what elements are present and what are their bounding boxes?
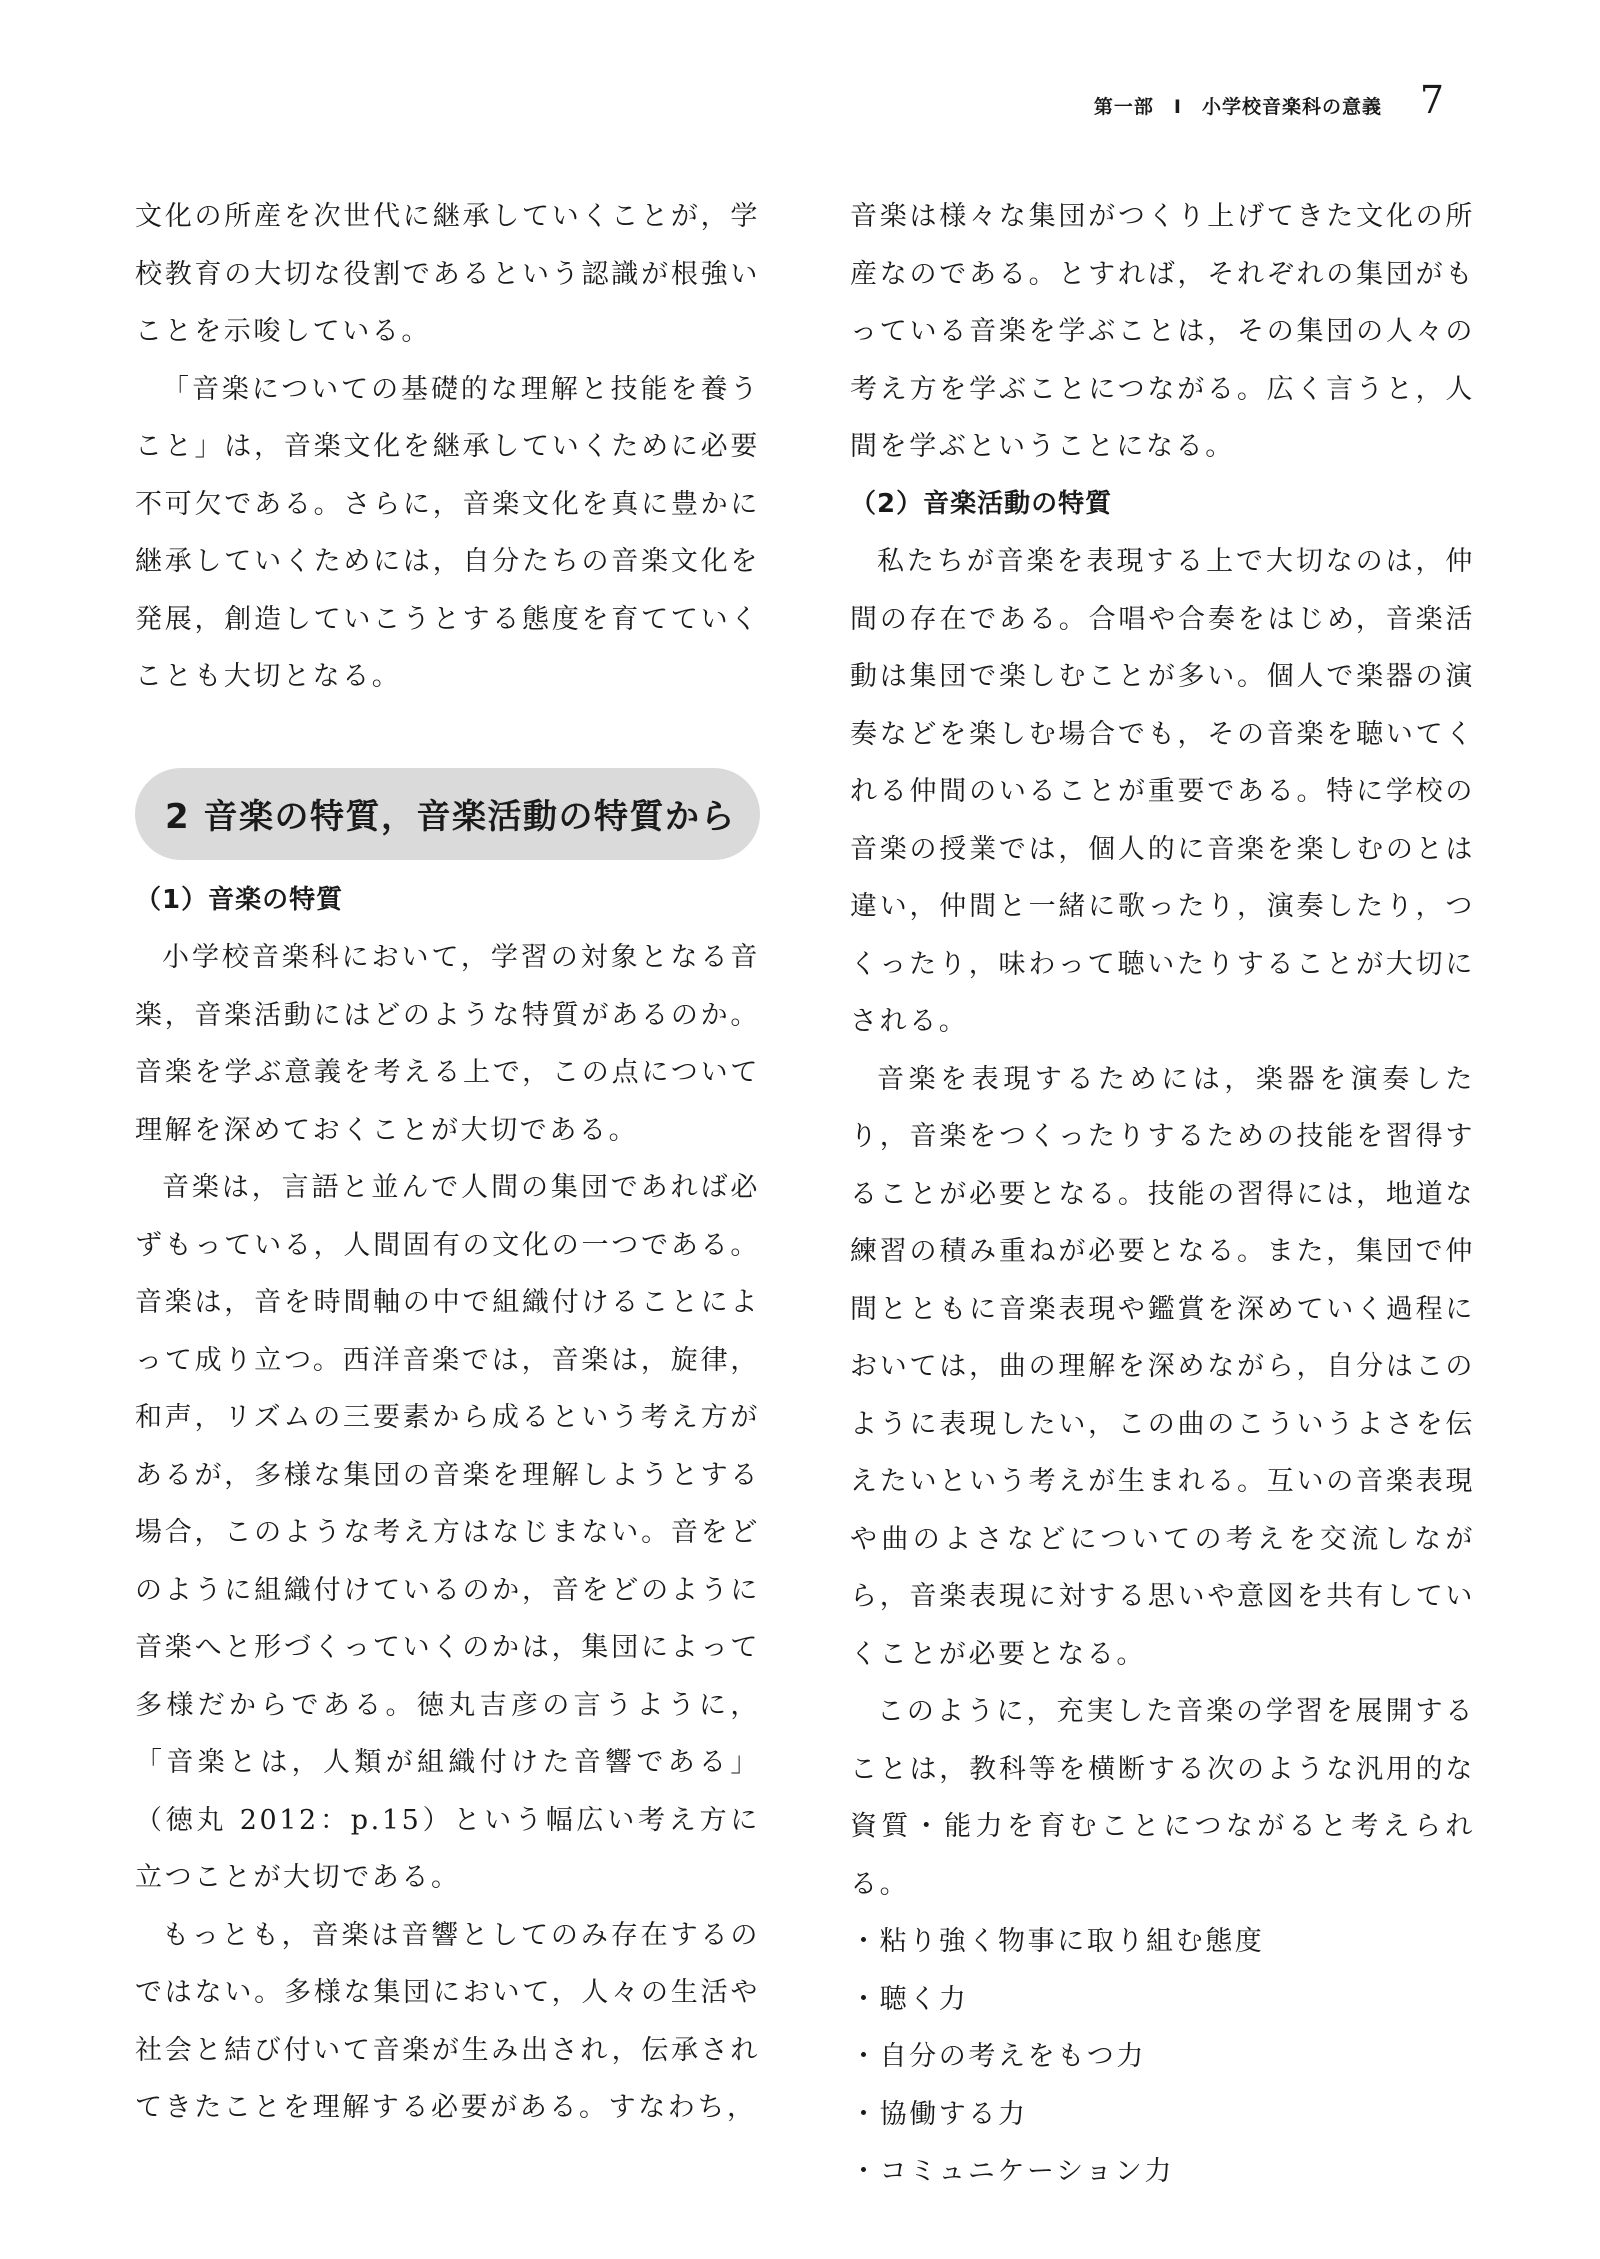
right-paragraph-4: このように，充実した音楽の学習を展開することは，教科等を横断する次のような汎用的な資質・能力を育むことにつながると考えられる。 [850,1696,1475,1900]
list-item: ・協働する力 [850,2098,1028,2130]
right-paragraph-2: 私たちが音楽を表現する上で大切なのは，仲間の存在である。合唱や合奏をはじめ，音楽活動は集団で楽しむことが多い。個人で楽器の演奏などを楽しむ場合でも，その音楽を聴いてくれる仲間のいることが重要である。特に学校の音楽の授業では，個人的に音楽を楽しむのとは違い，仲間と一緒に歌ったり，演奏したり，つくったり，味わって聴いたりすることが大切にされる。 [850,546,1475,1037]
left-paragraph-3: 小学校音楽科において，学習の対象となる音楽，音楽活動にはどのような特質があるのか。音楽を学ぶ意義を考える上で，この点について理解を深めておくことが大切である。 [135,942,760,1146]
subheading-music-activity: （2）音楽活動の特質 [850,488,1113,519]
right-paragraph-1: 音楽は様々な集団がつくり上げてきた文化の所産なのである。とすれば，それぞれの集団がもっている音楽を学ぶことは，その集団の人々の考え方を学ぶことにつながる。広く言うと，人間を学ぶということになる。 [850,201,1475,462]
section-heading-bar [135,768,760,860]
left-paragraph-4: 音楽は，言語と並んで人間の集団であれば必ずもっている，人間固有の文化の一つである。音楽は，音を時間軸の中で組織付けることによって成り立つ。西洋音楽では，音楽は，旋律，和声，リズムの三要素から成るという考え方があるが，多様な集団の音楽を理解しようとする場合，このような考え方はなじまない。音をどのように組織付けているのか，音をどのように音楽へと形づくっていくのかは，集団によって多様だからである。徳丸吉彦の言うように，「音楽とは，人類が組織付けた音響である」（徳丸 2012：p.15）という幅広い考え方に立つことが大切である。 [135,1172,760,1893]
list-item: ・コミュニケーション力 [850,2156,1174,2187]
running-head-section: 第一部 Ⅰ 小学校音楽科の意義 [1093,96,1382,118]
list-item: ・聴く力 [850,1983,969,2015]
left-column [135,188,760,2137]
right-column [850,188,1475,2201]
page-number: 7 [1419,78,1444,122]
running-head [0,78,1600,128]
list-item: ・自分の考えをもつ力 [850,2041,1146,2072]
left-paragraph-1: 文化の所産を次世代に継承していくことが，学校教育の大切な役割であるという認識が根強いことを示唆している。 [135,201,760,347]
abilities-list [850,1913,1475,2201]
list-item: ・粘り強く物事に取り組む態度 [850,1926,1265,1957]
left-paragraph-5: もっとも，音楽は音響としてのみ存在するのではない。多様な集団において，人々の生活や社会と結び付いて音楽が生み出され，伝承されてきたことを理解する必要がある。すなわち， [135,1919,760,2123]
subheading-music-nature: （1）音楽の特質 [135,884,344,915]
left-paragraph-2: 「音楽についての基礎的な理解と技能を養うこと」は，音楽文化を継承していくために必要不可欠である。さらに，音楽文化を真に豊かに継承していくためには，自分たちの音楽文化を発展，創造していこうとする態度を育てていくことも大切となる。 [135,373,760,692]
section-heading: 2 音楽の特質，音楽活動の特質から [165,797,736,837]
right-paragraph-3: 音楽を表現するためには，楽器を演奏したり，音楽をつくったりするための技能を習得することが必要となる。技能の習得には，地道な練習の積み重ねが必要となる。また，集団で仲間とともに音楽表現や鑑賞を深めていく過程においては，曲の理解を深めながら，自分はこのように表現したい，この曲のこういうよさを伝えたいという考えが生まれる。互いの音楽表現や曲のよさなどについての考えを交流しながら，音楽表現に対する思いや意図を共有していくことが必要となる。 [850,1063,1475,1670]
